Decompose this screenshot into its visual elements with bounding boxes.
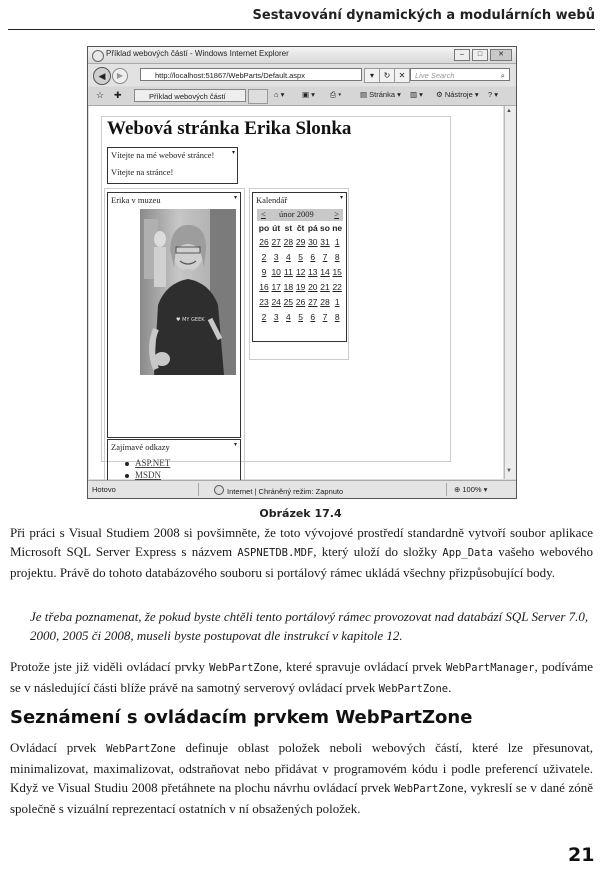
calendar-day[interactable]: 28 [320, 297, 330, 307]
calendar-weekday: so [320, 223, 330, 233]
forward-arrow-icon[interactable]: ▶ [112, 68, 128, 84]
link-aspnet[interactable]: ASP.NET [135, 458, 171, 468]
welcome-webpart-title: Vítejte na mé webové stránce! [111, 150, 215, 160]
calendar-day[interactable]: 29 [295, 237, 306, 247]
scroll-down-icon[interactable]: ▼ [506, 468, 512, 474]
calendar-day[interactable]: 17 [271, 282, 281, 292]
webpage-title: Webová stránka Erika Slonka [107, 118, 352, 139]
code-term: WebPartManager [445, 662, 535, 674]
calendar-day[interactable]: 21 [320, 282, 330, 292]
calendar-day[interactable]: 15 [332, 267, 342, 277]
list-item [123, 458, 170, 470]
code-term: WebPartZone [106, 743, 176, 755]
calendar-day[interactable]: 23 [259, 297, 269, 307]
calendar-header [257, 209, 343, 221]
paragraph-text: definuje oblast položek neboli webových částí, které lze přesunovat, minimalizovat, maximalizovat, odstraňovat nebo přidávat v programovém kódu i podle preferencí uživatele. Když ve Visual Studiu 2008 přetáhnete na plochu návrhu ovládací prvek [10, 740, 593, 795]
feeds-icon[interactable]: ▣ ▾ [302, 90, 315, 99]
paragraph-text: Ovládací prvek [10, 740, 97, 755]
calendar-day[interactable]: 4 [286, 312, 291, 322]
figure-caption: Obrázek 17.4 [259, 507, 342, 520]
stop-icon[interactable]: ✕ [394, 68, 410, 83]
calendar-day[interactable]: 1 [334, 297, 340, 307]
welcome-webpart [107, 147, 238, 184]
calendar-day[interactable]: 4 [286, 252, 291, 262]
calendar-next-link[interactable]: > [334, 209, 339, 219]
calendar-day[interactable]: 19 [295, 282, 306, 292]
paragraph-text: Protože jste již viděli ovládací prvky [10, 659, 206, 674]
url-input[interactable]: http://localhost:51867/WebParts/Default.aspx [140, 68, 362, 81]
calendar-day[interactable]: 20 [308, 282, 318, 292]
code-term: App_Data [442, 547, 493, 559]
address-bar [88, 64, 516, 86]
globe-icon [214, 485, 224, 495]
calendar-day[interactable]: 10 [271, 267, 281, 277]
tools-menu[interactable]: ⚙ Nástroje ▾ [436, 90, 479, 99]
section-heading: Seznámení s ovládacím prvkem WebPartZone [10, 707, 473, 728]
calendar-day[interactable]: 2 [261, 252, 267, 262]
page-menu[interactable]: ▤ Stránka ▾ [360, 90, 401, 99]
calendar-day[interactable]: 22 [332, 282, 342, 292]
calendar-day[interactable]: 13 [308, 267, 318, 277]
calendar-day[interactable]: 7 [322, 252, 328, 262]
status-separator [446, 483, 447, 496]
webpart-menu-icon[interactable]: ▾ [233, 195, 237, 201]
links-webpart-title: Zajímavé odkazy [111, 442, 170, 452]
command-toolbar [88, 87, 516, 106]
window-titlebar [88, 47, 516, 64]
search-placeholder: Live Search [415, 71, 455, 80]
paragraph-text: , vykreslí se v dané zóně společně s vizuální reprezentací ostatních v ní obsažených položek. [10, 780, 594, 816]
tools-menu-label: Nástroje [444, 90, 473, 99]
link-msdn[interactable]: MSDN [135, 470, 162, 480]
running-header: Sestavování dynamických a modulárních webů [252, 8, 595, 23]
photo-webpart-title: Erika v muzeu [111, 195, 161, 205]
calendar-prev-link[interactable]: < [261, 209, 266, 219]
browser-viewport [89, 106, 503, 479]
browser-tab[interactable]: Příklad webových částí [134, 89, 246, 102]
calendar-day[interactable]: 28 [283, 237, 294, 247]
back-arrow-icon[interactable]: ◀ [93, 67, 111, 85]
close-icon[interactable]: ✕ [490, 49, 512, 61]
paragraph-text: . [448, 680, 452, 695]
paragraph-text: , podíváme se v následující části blíže právě na samotný serverový ovládací prvek [10, 659, 594, 695]
calendar-day[interactable]: 3 [273, 312, 279, 322]
calendar-weekday: ne [332, 223, 343, 233]
paragraph-text: Při práci s Visual Studiem 2008 si povšimněte, že toto vývojové prostředí standardně vytvoří soubor aplikace Microsoft SQL Server Express s názvem [10, 525, 593, 559]
paragraph-text: vašeho webového projektu. Právě do tohoto databázového souboru si portálový rámec ukládá všechny přizpůsobující body. [10, 544, 594, 580]
webpart-menu-icon[interactable]: ▾ [231, 150, 235, 156]
code-term: ASPNETDB.MDF [237, 547, 314, 559]
minimize-icon[interactable]: – [454, 49, 470, 61]
security-zone [214, 485, 343, 496]
paragraph-text: , který uloží do složky [313, 544, 438, 559]
calendar-day[interactable]: 12 [295, 267, 306, 277]
calendar-day[interactable]: 27 [271, 237, 281, 247]
paragraph-2 [10, 657, 593, 699]
calendar-day[interactable]: 3 [273, 252, 279, 262]
calendar-day[interactable]: 2 [261, 312, 267, 322]
safety-icon[interactable]: ▥ ▾ [410, 90, 423, 99]
ie-app-icon [92, 50, 104, 62]
calendar-day[interactable]: 27 [308, 297, 318, 307]
code-term: WebPartZone [378, 683, 449, 695]
calendar-day[interactable]: 9 [261, 267, 267, 277]
calendar-day[interactable]: 26 [295, 297, 306, 307]
calendar-day[interactable]: 7 [322, 312, 328, 322]
new-tab-button[interactable] [248, 89, 268, 104]
calendar-day[interactable]: 16 [259, 282, 269, 292]
photo-of-woman [140, 209, 236, 375]
calendar-day[interactable]: 6 [310, 312, 316, 322]
refresh-icon[interactable]: ↻ [379, 68, 395, 83]
webpart-menu-icon[interactable]: ▾ [339, 195, 343, 201]
calendar-webpart-title: Kalendář [256, 195, 288, 205]
window-controls [454, 49, 512, 61]
print-icon[interactable]: ⎙ ▾ [330, 90, 342, 99]
vertical-scrollbar[interactable] [504, 106, 516, 479]
calendar-month: únor 2009 [279, 209, 314, 219]
paragraph-text: , které spravuje ovládací prvek [278, 659, 442, 674]
calendar-weekday: po [258, 223, 270, 233]
note-paragraph: Je třeba poznamenat, že pokud byste chtěli tento portálový rámec provozovat nad databází SQL Server 7.0, 2000, 2005 či 2008, museli byste postupovat dle instrukcí v kapitole 12. [30, 609, 589, 643]
zoom-control[interactable]: ⊕ 100% ▾ [454, 485, 488, 494]
calendar-day[interactable]: 11 [283, 267, 293, 277]
calendar-day[interactable]: 14 [320, 267, 330, 277]
calendar-day[interactable]: 6 [310, 252, 316, 262]
calendar-day[interactable]: 5 [298, 312, 303, 322]
calendar-day[interactable]: 25 [283, 297, 294, 307]
help-icon[interactable]: ? ▾ [488, 90, 499, 99]
search-input[interactable] [410, 68, 510, 81]
maximize-icon[interactable]: □ [472, 49, 488, 61]
security-zone-text: Internet | Chráněný režim: Zapnuto [227, 487, 344, 496]
calendar-day[interactable]: 1 [334, 237, 340, 247]
code-term: WebPartZone [209, 662, 279, 674]
calendar-weekday: pá [307, 223, 318, 233]
status-separator [198, 483, 199, 496]
calendar-day[interactable]: 26 [259, 237, 269, 247]
add-favorite-icon[interactable]: ✚ [114, 90, 122, 100]
calendar-day[interactable]: 31 [320, 237, 330, 247]
page-menu-label: Stránka [369, 90, 396, 99]
webpart-menu-icon[interactable]: ▾ [233, 442, 237, 448]
calendar-day[interactable]: 18 [283, 282, 294, 292]
home-icon[interactable]: ⌂ ▾ [274, 90, 285, 99]
favorites-star-icon[interactable]: ☆ [96, 90, 105, 100]
page-number: 21 [568, 844, 595, 866]
welcome-webpart-text: Vítejte na stránce! [111, 167, 174, 177]
status-bar [88, 480, 516, 499]
paragraph-1 [10, 523, 593, 582]
svg-text:♥ MY GEEK: ♥ MY GEEK [176, 317, 205, 323]
calendar-weekday: st [284, 223, 293, 233]
status-text: Hotovo [92, 485, 116, 494]
header-rule [8, 29, 595, 30]
zoom-level: 100% [462, 485, 482, 494]
calendar-day[interactable]: 8 [334, 312, 340, 322]
window-title: Příklad webových částí - Windows Internet Explorer [106, 49, 289, 58]
calendar-day[interactable]: 30 [308, 237, 318, 247]
paragraph-3 [10, 738, 593, 818]
browser-window-figure [87, 46, 517, 499]
calendar-day[interactable]: 8 [334, 252, 340, 262]
calendar-weekday: út [272, 223, 281, 233]
dropdown-icon[interactable]: ▾ [364, 68, 380, 83]
search-icon[interactable]: ⌕ [500, 71, 505, 80]
calendar-day[interactable]: 24 [271, 297, 281, 307]
scroll-up-icon[interactable]: ▲ [506, 108, 512, 114]
code-term: WebPartZone [394, 783, 464, 795]
calendar-weekday: čt [296, 223, 305, 233]
calendar-day[interactable]: 5 [298, 252, 303, 262]
